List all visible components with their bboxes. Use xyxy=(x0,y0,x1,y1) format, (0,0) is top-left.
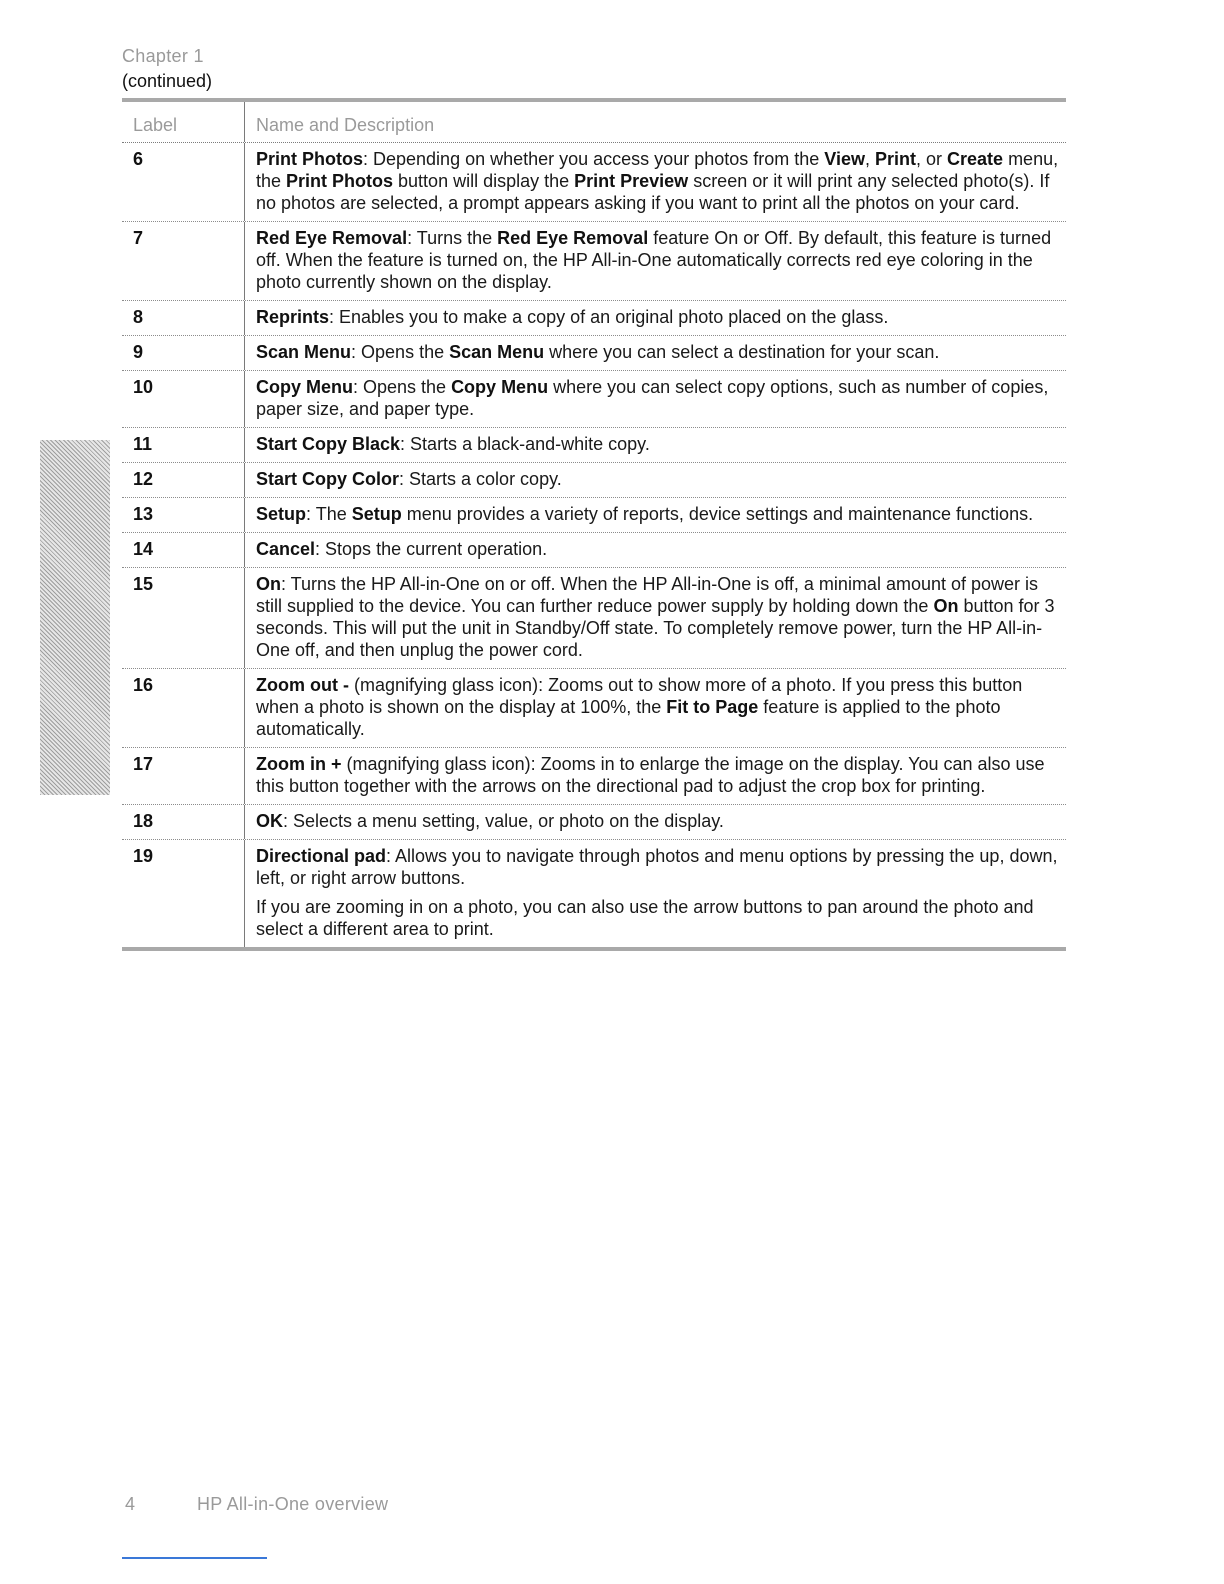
description-text: (magnifying glass icon): Zooms in to enlarge the image on the display. You can also use this button together with the arrows on the directional pad to adjust the crop box for printing. xyxy=(256,754,1045,796)
page-number: 4 xyxy=(125,1494,136,1514)
description-text: : Opens the xyxy=(351,342,450,362)
row-label: 18 xyxy=(133,811,154,831)
side-tab-text: HP All-in-One overview xyxy=(106,939,129,1177)
term-bold: Zoom in + xyxy=(256,754,342,774)
term-bold: Red Eye Removal xyxy=(497,228,649,248)
side-tab xyxy=(40,440,129,1177)
row-label: 11 xyxy=(133,434,153,454)
description-paragraph xyxy=(256,674,1060,740)
term-bold: OK xyxy=(256,811,283,831)
row-label: 17 xyxy=(133,754,154,774)
row-label: 8 xyxy=(133,307,144,327)
row-description xyxy=(244,805,1066,839)
description-text: button for 3 seconds. This will put the unit in Standby/Off state. To completely remove power, turn the HP All-in-One off, and then unplug the power cord. xyxy=(256,596,1055,660)
term-bold: Scan Menu xyxy=(449,342,545,362)
term-bold: View xyxy=(824,149,865,169)
footer-title: HP All-in-One overview xyxy=(197,1494,389,1514)
description-paragraph xyxy=(256,433,1060,455)
row-label: 6 xyxy=(133,149,144,169)
row-description xyxy=(244,143,1066,221)
term-bold: Print Photos xyxy=(286,171,394,191)
term-bold: Directional pad xyxy=(256,846,387,866)
description-text: where you can select copy options, such as number of copies, paper size, and paper type. xyxy=(256,377,1049,419)
table-row xyxy=(122,335,1066,370)
description-text: : Allows you to navigate through photos and menu options by pressing the up, down, left, or right arrow buttons. xyxy=(256,846,1058,888)
row-description xyxy=(244,301,1066,335)
description-paragraph xyxy=(256,573,1060,661)
description-text: feature is applied to the photo automatically. xyxy=(256,697,1001,739)
description-text: menu, the xyxy=(256,149,1059,191)
term-bold: Zoom out - xyxy=(256,675,349,695)
description-paragraph xyxy=(256,341,1060,363)
term-bold: Red Eye Removal xyxy=(256,228,408,248)
term-bold: Start Copy Black xyxy=(256,434,401,454)
term-bold: On xyxy=(256,574,281,594)
table-row xyxy=(122,221,1066,300)
description-paragraph xyxy=(256,306,1060,328)
term-bold: Print Photos xyxy=(256,149,363,169)
description-paragraph xyxy=(256,845,1060,889)
description-text: screen or it will print any selected photo(s). If no photos are selected, a prompt appears asking if you want to print all the photos on your card. xyxy=(256,171,1050,213)
description-text: : Selects a menu setting, value, or photo on the display. xyxy=(283,811,724,831)
row-label: 16 xyxy=(133,675,154,695)
row-description xyxy=(244,336,1066,370)
table-row xyxy=(122,804,1066,839)
row-label: 15 xyxy=(133,574,154,594)
table-row xyxy=(122,747,1066,804)
row-description xyxy=(244,463,1066,497)
row-label: 9 xyxy=(133,342,144,362)
description-paragraph xyxy=(256,376,1060,420)
row-description xyxy=(244,669,1066,747)
description-text: : Starts a black-and-white copy. xyxy=(400,434,650,454)
table-row xyxy=(122,839,1066,947)
row-label: 10 xyxy=(133,377,154,397)
description-text: : Stops the current operation. xyxy=(315,539,548,559)
row-description xyxy=(244,371,1066,427)
table-header-row xyxy=(122,102,1066,143)
description-paragraph xyxy=(256,896,1060,940)
term-bold: Print xyxy=(875,149,917,169)
chapter-label: Chapter 1 xyxy=(122,46,204,66)
table-row xyxy=(122,462,1066,497)
row-label: 13 xyxy=(133,504,154,524)
description-text: button will display the xyxy=(393,171,575,191)
description-paragraph xyxy=(256,753,1060,797)
controls-table xyxy=(122,98,1066,951)
row-description xyxy=(244,840,1066,947)
term-bold: Copy Menu xyxy=(256,377,353,397)
description-paragraph xyxy=(256,810,1060,832)
table-row xyxy=(122,300,1066,335)
footer-rule xyxy=(122,1557,267,1559)
description-text: where you can select a destination for your scan. xyxy=(544,342,940,362)
term-bold: Cancel xyxy=(256,539,316,559)
row-description xyxy=(244,533,1066,567)
term-bold: Print Preview xyxy=(574,171,689,191)
term-bold: Setup xyxy=(351,504,402,524)
description-text: If you are zooming in on a photo, you can also use the arrow buttons to pan around the photo and select a different area to print. xyxy=(256,897,1034,939)
row-description xyxy=(244,498,1066,532)
description-text: : Opens the xyxy=(353,377,452,397)
row-label: 12 xyxy=(133,469,154,489)
description-paragraph xyxy=(256,468,1060,490)
table-row xyxy=(122,532,1066,567)
row-label: 7 xyxy=(133,228,144,248)
description-text: menu provides a variety of reports, device settings and maintenance functions. xyxy=(401,504,1034,524)
term-bold: Setup xyxy=(256,504,307,524)
description-text: : Enables you to make a copy of an original photo placed on the glass. xyxy=(329,307,889,327)
description-text: : Starts a color copy. xyxy=(399,469,562,489)
term-bold: Copy Menu xyxy=(451,377,549,397)
description-text: : Depending on whether you access your photos from the xyxy=(363,149,825,169)
row-description xyxy=(244,222,1066,300)
col-header-description: Name and Description xyxy=(244,102,1066,142)
continued-label: (continued) xyxy=(122,71,213,91)
description-text: feature On or Off. By default, this feature is turned off. When the feature is turned on, the HP All-in-One automatically corrects red eye coloring in the photo currently shown on the display. xyxy=(256,228,1052,292)
row-description xyxy=(244,748,1066,804)
description-paragraph xyxy=(256,148,1060,214)
row-label: 14 xyxy=(133,539,154,559)
row-description xyxy=(244,568,1066,668)
table-row xyxy=(122,370,1066,427)
table-row xyxy=(122,668,1066,747)
term-bold: Reprints xyxy=(256,307,330,327)
table-row xyxy=(122,427,1066,462)
term-bold: Start Copy Color xyxy=(256,469,400,489)
term-bold: On xyxy=(933,596,959,616)
term-bold: Fit to Page xyxy=(666,697,759,717)
description-text: : The xyxy=(306,504,352,524)
description-text: : Turns the HP All-in-One on or off. When the HP All-in-One is off, a minimal amount of power is still supplied to the device. You can further reduce power supply by holding down the xyxy=(256,574,1039,616)
table-row xyxy=(122,143,1066,221)
col-header-label: Label xyxy=(133,115,178,135)
description-text: , xyxy=(864,149,875,169)
row-description xyxy=(244,428,1066,462)
row-label: 19 xyxy=(133,846,154,866)
table-row xyxy=(122,567,1066,668)
term-bold: Create xyxy=(947,149,1004,169)
term-bold: Scan Menu xyxy=(256,342,352,362)
description-paragraph xyxy=(256,227,1060,293)
table-row xyxy=(122,497,1066,532)
description-text: , or xyxy=(916,149,948,169)
description-paragraph xyxy=(256,538,1060,560)
description-paragraph xyxy=(256,503,1060,525)
description-text: : Turns the xyxy=(407,228,498,248)
description-text: (magnifying glass icon): Zooms out to show more of a photo. If you press this button when a photo is shown on the display at 100%, the xyxy=(256,675,1023,717)
table-body xyxy=(122,143,1066,947)
